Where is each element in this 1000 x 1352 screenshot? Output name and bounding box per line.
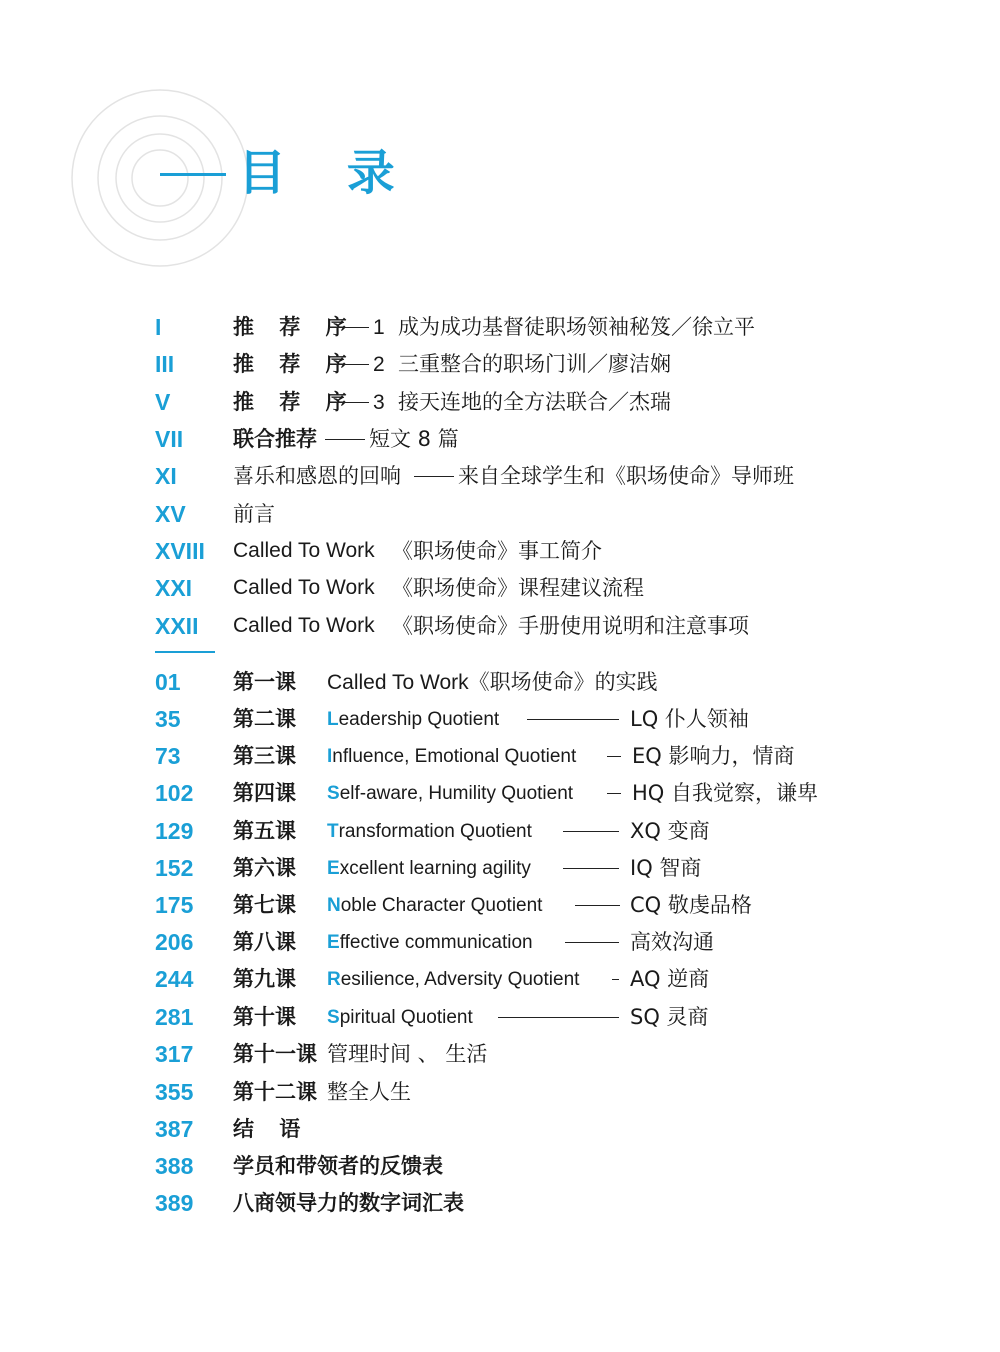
page-number: 355	[155, 1079, 194, 1105]
page-number: XI	[155, 463, 177, 489]
dash	[325, 439, 365, 440]
lesson-english-title: Self-aware, Humility Quotient	[327, 783, 574, 804]
toc-entry[interactable]	[0, 1037, 1000, 1073]
toc-entry[interactable]	[0, 497, 1000, 533]
lesson-title: 整全人生	[327, 1080, 411, 1104]
entry-detail: 来自全球学生和《职场使命》导师班	[412, 461, 794, 491]
lesson-cn-title: XQ 变商	[630, 819, 710, 843]
leader-line	[575, 905, 620, 906]
lesson-label: 第十二课	[233, 1080, 317, 1104]
dash	[329, 402, 369, 403]
lesson-title: 管理时间 、 生活	[327, 1042, 488, 1066]
dash	[329, 327, 369, 328]
entry-label: 推 荐 序	[233, 352, 356, 376]
page-number: VII	[155, 426, 184, 452]
leader-line	[607, 793, 621, 794]
entry-label: 联合推荐	[233, 427, 317, 451]
lesson-cn-title: LQ 仆人领袖	[630, 707, 749, 731]
lesson-label: 第二课	[233, 707, 296, 731]
toc-entry[interactable]	[0, 534, 1000, 570]
toc-entry[interactable]	[0, 609, 1000, 645]
lesson-label: 第十一课	[233, 1042, 317, 1066]
toc-entry[interactable]	[0, 776, 1000, 812]
page-number: 206	[155, 929, 194, 955]
lesson-english-title: Noble Character Quotient	[327, 895, 543, 916]
toc-entry[interactable]	[0, 310, 1000, 346]
page-number: 281	[155, 1004, 194, 1030]
toc-entry[interactable]	[0, 702, 1000, 738]
entry-label: 八商领导力的数字词汇表	[233, 1191, 464, 1215]
page-number: III	[155, 351, 175, 377]
page-number: 73	[155, 743, 181, 769]
toc-entry[interactable]	[0, 739, 1000, 775]
entry-detail: 《职场使命》事工简介	[392, 539, 602, 563]
entry-label: 推 荐 序	[233, 315, 356, 339]
toc-entry[interactable]	[0, 1149, 1000, 1185]
leader-line	[607, 756, 621, 757]
lesson-label: 第一课	[233, 670, 296, 694]
lesson-english-title: Resilience, Adversity Quotient	[327, 969, 580, 990]
toc-entry[interactable]	[0, 962, 1000, 998]
toc-entry[interactable]	[0, 347, 1000, 383]
lesson-label: 第十课	[233, 1005, 296, 1029]
page-number: 129	[155, 818, 194, 844]
leader-line	[563, 831, 619, 832]
page-number: 175	[155, 892, 194, 918]
page-number: 102	[155, 780, 194, 806]
lesson-label: 第八课	[233, 930, 296, 954]
toc-entry[interactable]	[0, 888, 1000, 924]
entry-detail: 3 接天连地的全方法联合／杰瑞	[327, 387, 671, 418]
leader-line	[527, 719, 619, 720]
lesson-cn-title: HQ 自我觉察，谦卑	[632, 781, 818, 805]
dash	[329, 364, 369, 365]
leader-line	[565, 942, 619, 943]
page-number: 388	[155, 1153, 194, 1179]
lesson-english-title: Leadership Quotient	[327, 709, 500, 730]
entry-label: Called To Work	[233, 614, 375, 637]
leader-line	[563, 868, 619, 869]
lesson-english-title: Transformation Quotient	[327, 821, 532, 842]
lesson-cn-title: EQ 影响力，情商	[632, 744, 795, 768]
toc-entry[interactable]	[0, 851, 1000, 887]
lesson-cn-title: CQ 敬虔品格	[630, 893, 752, 917]
toc-entry[interactable]	[0, 459, 1000, 495]
lesson-english-title: Influence, Emotional Quotient	[327, 746, 577, 767]
concentric-circles-decoration	[70, 88, 250, 268]
page-number: 244	[155, 966, 194, 992]
dash	[414, 476, 454, 477]
entry-label: 喜乐和感恩的回响	[233, 464, 401, 488]
leader-line	[498, 1017, 619, 1018]
page-number: 387	[155, 1116, 194, 1142]
page-number: XXI	[155, 575, 193, 601]
entry-detail: 短文 8 篇	[323, 424, 459, 454]
lesson-cn-title: IQ 智商	[630, 856, 702, 880]
toc-entry[interactable]	[0, 1000, 1000, 1036]
toc-entry[interactable]	[0, 814, 1000, 850]
entry-label: 推 荐 序	[233, 390, 356, 414]
lesson-label: 第三课	[233, 744, 296, 768]
lesson-english-title: Effective communication	[327, 932, 533, 953]
toc-entry[interactable]	[0, 925, 1000, 961]
leader-line	[612, 979, 619, 980]
toc-entry[interactable]	[0, 1112, 1000, 1148]
entry-label: Called To Work	[233, 576, 375, 599]
lesson-english-title: Spiritual Quotient	[327, 1007, 473, 1028]
toc-entry[interactable]	[0, 1186, 1000, 1222]
entry-label: Called To Work	[233, 539, 375, 562]
lesson-label: 第六课	[233, 856, 296, 880]
entry-detail: 《职场使命》手册使用说明和注意事项	[392, 614, 749, 638]
entry-label: 结 语	[233, 1117, 310, 1141]
page-number: 152	[155, 855, 194, 881]
page-number: V	[155, 389, 171, 415]
entry-detail: 《职场使命》课程建议流程	[392, 576, 644, 600]
lesson-title: Called To Work《职场使命》的实践	[327, 670, 658, 694]
page-number: 01	[155, 669, 181, 695]
lesson-label: 第九课	[233, 967, 296, 991]
page-number: I	[155, 314, 162, 340]
lesson-cn-title: 高效沟通	[630, 930, 714, 954]
page-title: 目 录	[238, 145, 417, 201]
title-accent-line	[160, 173, 226, 176]
section-divider	[155, 651, 215, 653]
toc-entry[interactable]	[0, 1075, 1000, 1111]
page-number: 35	[155, 706, 181, 732]
page-number: 389	[155, 1190, 194, 1216]
lesson-label: 第四课	[233, 781, 296, 805]
entry-label: 前言	[233, 502, 275, 526]
lesson-cn-title: AQ 逆商	[630, 967, 710, 991]
page-number: 317	[155, 1041, 194, 1067]
page-number: XVIII	[155, 538, 205, 564]
toc-entry[interactable]	[0, 665, 1000, 701]
page-number: XXII	[155, 613, 199, 639]
lesson-cn-title: SQ 灵商	[630, 1005, 709, 1029]
lesson-english-title: Excellent learning agility	[327, 858, 531, 879]
lesson-label: 第五课	[233, 819, 296, 843]
toc-entry[interactable]	[0, 385, 1000, 421]
entry-detail: 1 成为成功基督徒职场领袖秘笈／徐立平	[327, 312, 755, 343]
entry-detail: 2 三重整合的职场门训／廖洁娴	[327, 349, 671, 380]
entry-label: 学员和带领者的反馈表	[233, 1154, 443, 1178]
lesson-label: 第七课	[233, 893, 296, 917]
toc-entry[interactable]	[0, 422, 1000, 458]
toc-entry[interactable]	[0, 571, 1000, 607]
page-number: XV	[155, 501, 186, 527]
